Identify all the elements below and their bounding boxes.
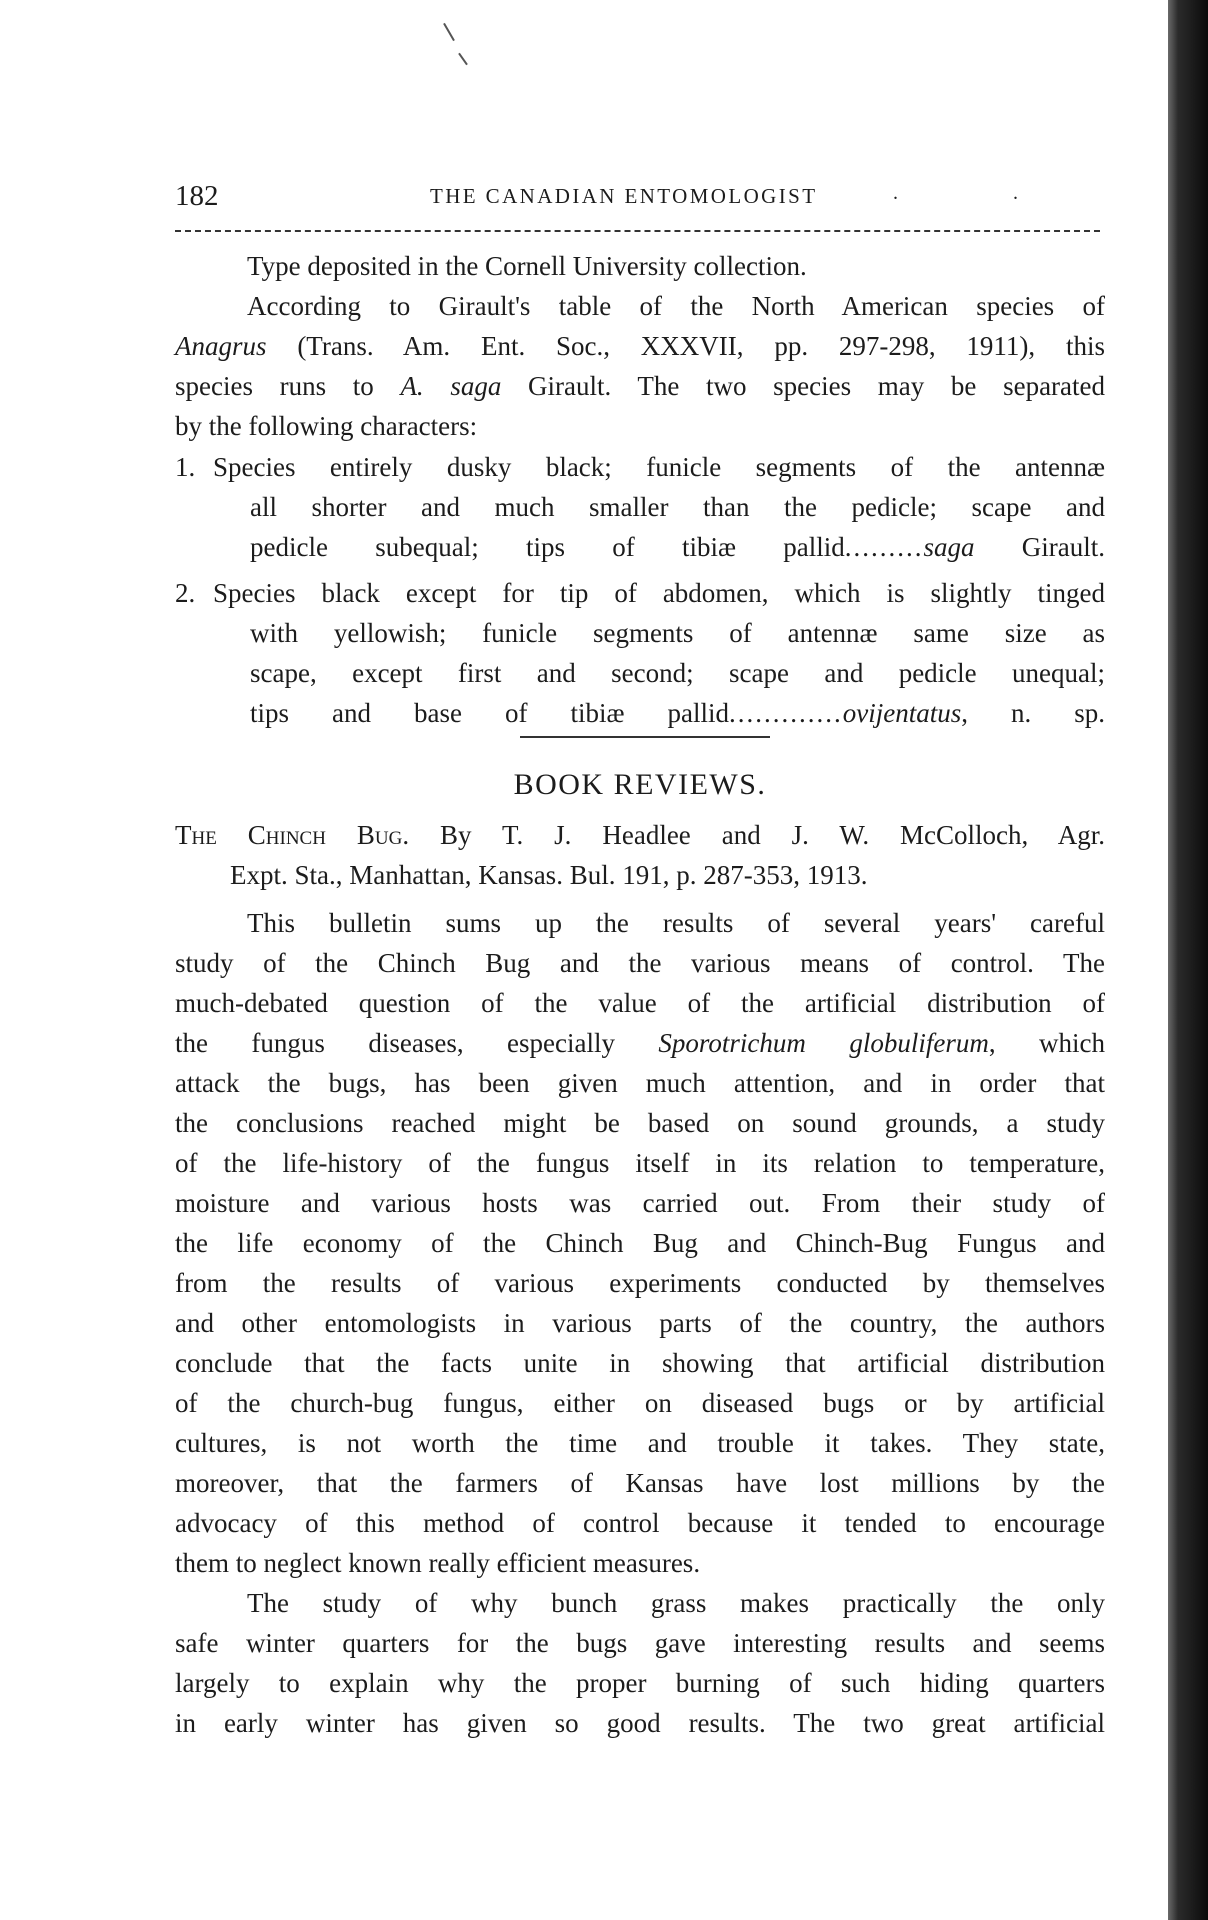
text-line: 1. Species entirely dusky black; funicle segments of the antennæ: [175, 447, 1105, 487]
section-divider: [520, 736, 770, 738]
text-line: moreover, that the farmers of Kansas have lost millions by the: [175, 1468, 1105, 1498]
text-line: Anagrus (Trans. Am. Ent. Soc., XXXVII, pp. 297-298, 1911), this: [175, 331, 1105, 361]
text-line: of the church-bug fungus, either on diseased bugs or by artificial: [175, 1388, 1105, 1418]
text-line: pedicle subequal; tips of tibiæ pallid.........saga Girault.: [250, 532, 1106, 562]
scan-speck: [458, 53, 468, 66]
text-line: in early winter has given so good results. The two great artificial: [175, 1708, 1105, 1738]
page-header: [175, 180, 1100, 222]
text-line: from the results of various experiments conducted by themselves: [175, 1268, 1105, 1298]
text-line: Expt. Sta., Manhattan, Kansas. Bul. 191, p. 287-353, 1913.: [230, 860, 868, 890]
review-paragraph-2: [175, 1583, 1105, 1743]
species-name: A. saga: [400, 371, 502, 401]
species-key: [175, 447, 1105, 733]
text-line: tips and base of tibiæ pallid.............ovijentatus, n. sp.: [250, 698, 1105, 728]
key-number: 2.: [175, 578, 196, 608]
reviewed-title: The Chinch Bug.: [175, 820, 410, 850]
page-number: 182: [175, 180, 219, 212]
key-item-1: [175, 447, 1105, 567]
species-name: ovijentatus: [842, 698, 962, 728]
scan-speck: [443, 23, 455, 41]
text-line: study of the Chinch Bug and the various means of control. The: [175, 948, 1105, 978]
text-line: with yellowish; funicle segments of antennæ same size as: [250, 618, 1105, 648]
dot-leader: .........: [844, 532, 924, 562]
text-line: cultures, is not worth the time and trouble it takes. They state,: [175, 1428, 1105, 1458]
key-item-2: [175, 573, 1105, 733]
dot-leader: .............: [728, 698, 843, 728]
text-line: much-debated question of the value of the artificial distribution of: [175, 988, 1105, 1018]
book-binding-edge: [1168, 0, 1208, 1920]
text-line: scape, except first and second; scape and pedicle unequal;: [250, 658, 1105, 688]
header-mark: .: [893, 182, 898, 204]
text-line: the conclusions reached might be based on sound grounds, a study: [175, 1108, 1105, 1138]
key-number: 1.: [175, 452, 196, 482]
header-rule: [175, 230, 1100, 232]
species-name: Sporotrichum globuliferum: [658, 1028, 989, 1058]
text-line: The study of why bunch grass makes practically the only: [247, 1588, 1105, 1618]
genus-name: Anagrus: [175, 331, 267, 361]
text-line: This bulletin sums up the results of several years' careful: [247, 908, 1105, 938]
running-head: THE CANADIAN ENTOMOLOGIST: [430, 184, 818, 208]
text-line: all shorter and much smaller than the pedicle; scape and: [250, 492, 1105, 522]
text-line: attack the bugs, has been given much attention, and in order that: [175, 1068, 1105, 1098]
text-line: the fungus diseases, especially Sporotrichum globuliferum, which: [175, 1028, 1106, 1058]
review-citation: [175, 815, 1105, 895]
text-line: advocacy of this method of control because it tended to encourage: [175, 1508, 1105, 1538]
intro-text: [175, 246, 1105, 446]
text-line: the life economy of the Chinch Bug and Chinch-Bug Fungus and: [175, 1228, 1105, 1258]
text-line: them to neglect known really efficient measures.: [175, 1548, 701, 1578]
species-name: saga: [923, 532, 975, 562]
header-mark: .: [1013, 182, 1018, 204]
text-line: largely to explain why the proper burning of such hiding quarters: [175, 1668, 1105, 1698]
text-line: of the life-history of the fungus itself in its relation to temperature,: [175, 1148, 1105, 1178]
text-line: 2. Species black except for tip of abdomen, which is slightly tinged: [175, 573, 1105, 613]
text-line: According to Girault's table of the North American species of: [247, 291, 1105, 321]
text-line: and other entomologists in various parts of the country, the authors: [175, 1308, 1105, 1338]
review-paragraph-1: [175, 903, 1105, 1583]
section-title: BOOK REVIEWS.: [513, 768, 767, 801]
text-line: conclude that the facts unite in showing that artificial distribution: [175, 1348, 1105, 1378]
text-line: moisture and various hosts was carried out. From their study of: [175, 1188, 1105, 1218]
text-line: safe winter quarters for the bugs gave interesting results and seems: [175, 1628, 1105, 1658]
text-line: Type deposited in the Cornell University collection.: [247, 251, 807, 281]
text-line: species runs to A. saga Girault. The two species may be separated: [175, 371, 1106, 401]
text-line: The Chinch Bug. By T. J. Headlee and J. W. McColloch, Agr.: [175, 820, 1105, 850]
text-line: by the following characters:: [175, 411, 478, 441]
